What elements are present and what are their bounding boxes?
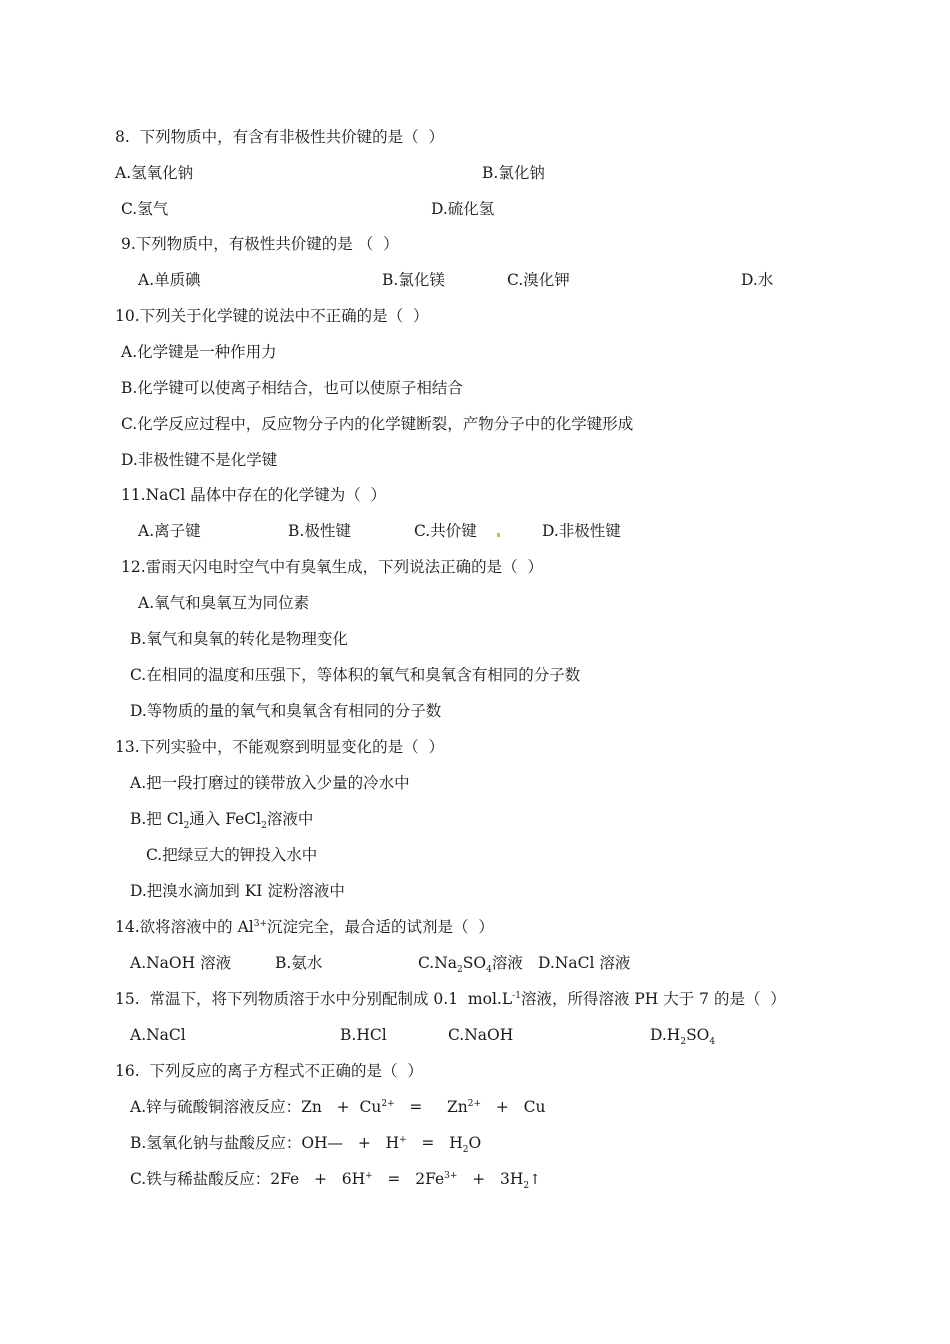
q8-option-b: B.氯化钠	[482, 164, 545, 182]
q8-stem: 8. 下列物质中，有含有非极性共价键的是（ ）	[115, 128, 444, 146]
q8-option-a: A.氢氧化钠	[115, 164, 194, 182]
q14-option-d: D.NaCl 溶液	[538, 954, 631, 972]
q15-option-c: C.NaOH	[448, 1026, 514, 1044]
q9-option-b: B.氯化镁	[382, 271, 445, 289]
q9-stem: 9.下列物质中，有极性共价键的是 （ ）	[121, 235, 399, 253]
q14-option-b: B.氨水	[275, 954, 323, 972]
q16-option-b: B.氢氧化钠与盐酸反应：OH— + $H^+ = H_2O$	[130, 1134, 482, 1156]
q15-option-b: B.HCl	[340, 1026, 387, 1044]
q16-option-a: A.锌与硫酸铜溶液反应：$Zn + Cu^{2+}$ = $Zn^{2+} + Cu$	[130, 1098, 546, 1116]
q15-option-a: A.NaCl	[130, 1026, 186, 1044]
q14-stem: 14.欲将溶液中的 $Al^{3+}$沉淀完全，最合适的试剂是（ ）	[115, 918, 494, 936]
q16-option-c: C.铁与稀盐酸反应：$2Fe + 6H^+ = 2Fe^{3+}$ + $3H_2↑$	[130, 1170, 541, 1192]
q12-option-d: D.等物质的量的氧气和臭氧含有相同的分子数	[130, 702, 442, 720]
q10-option-d: D.非极性键不是化学键	[121, 451, 278, 469]
stray-mark	[497, 533, 500, 537]
q13-option-a: A.把一段打磨过的镁带放入少量的冷水中	[130, 774, 410, 792]
q9-option-a: A.单质碘	[138, 271, 201, 289]
gas-arrow-icon: ↑	[529, 1172, 541, 1188]
q11-stem: 11.NaCl 晶体中存在的化学键为（ ）	[121, 486, 387, 504]
q16-stem: 16. 下列反应的离子方程式不正确的是（ ）	[115, 1062, 423, 1080]
q12-option-c: C.在相同的温度和压强下，等体积的氧气和臭氧含有相同的分子数	[130, 666, 581, 684]
q15-stem: 15. 常温下，将下列物质溶于水中分别配制成 0.1 $mol.L^{-1}$溶液，所得溶液 PH 大于 7 的是（ ）	[115, 990, 786, 1008]
q11-option-c: C.共价键	[414, 522, 477, 540]
q8-option-c: C.氢气	[121, 200, 169, 218]
q15-option-d: $D.H_2SO_4$	[650, 1026, 716, 1048]
q12-option-b: B.氧气和臭氧的转化是物理变化	[130, 630, 348, 648]
q10-stem: 10.下列关于化学键的说法中不正确的是（ ）	[115, 307, 429, 325]
q11-option-b: B.极性键	[288, 522, 351, 540]
q12-option-a: A.氧气和臭氧互为同位素	[138, 594, 310, 612]
q10-option-b: B.化学键可以使离子相结合，也可以使原子相结合	[121, 379, 463, 397]
q13-stem: 13.下列实验中，不能观察到明显变化的是（ ）	[115, 738, 445, 756]
q8-option-d: D.硫化氢	[431, 200, 495, 218]
q10-option-c: C.化学反应过程中，反应物分子内的化学键断裂，产物分子中的化学键形成	[121, 415, 634, 433]
q12-stem: 12.雷雨天闪电时空气中有臭氧生成，下列说法正确的是（ ）	[121, 558, 544, 576]
q10-option-a: A.化学键是一种作用力	[121, 343, 277, 361]
q9-option-c: C.溴化钾	[507, 271, 570, 289]
q9-option-d: D.水	[741, 271, 774, 289]
q11-option-d: D.非极性键	[542, 522, 621, 540]
q14-option-c: $C.Na_2SO_4$溶液	[418, 954, 523, 976]
q13-option-b: B.把 $Cl_2$通入 FeCl$_2$溶液中	[130, 810, 314, 832]
q13-option-d: D.把溴水滴加到 KI 淀粉溶液中	[130, 882, 345, 900]
q11-option-a: A.离子键	[138, 522, 201, 540]
q13-option-c: C.把绿豆大的钾投入水中	[146, 846, 318, 864]
q14-option-a: A.NaOH 溶液	[130, 954, 232, 972]
